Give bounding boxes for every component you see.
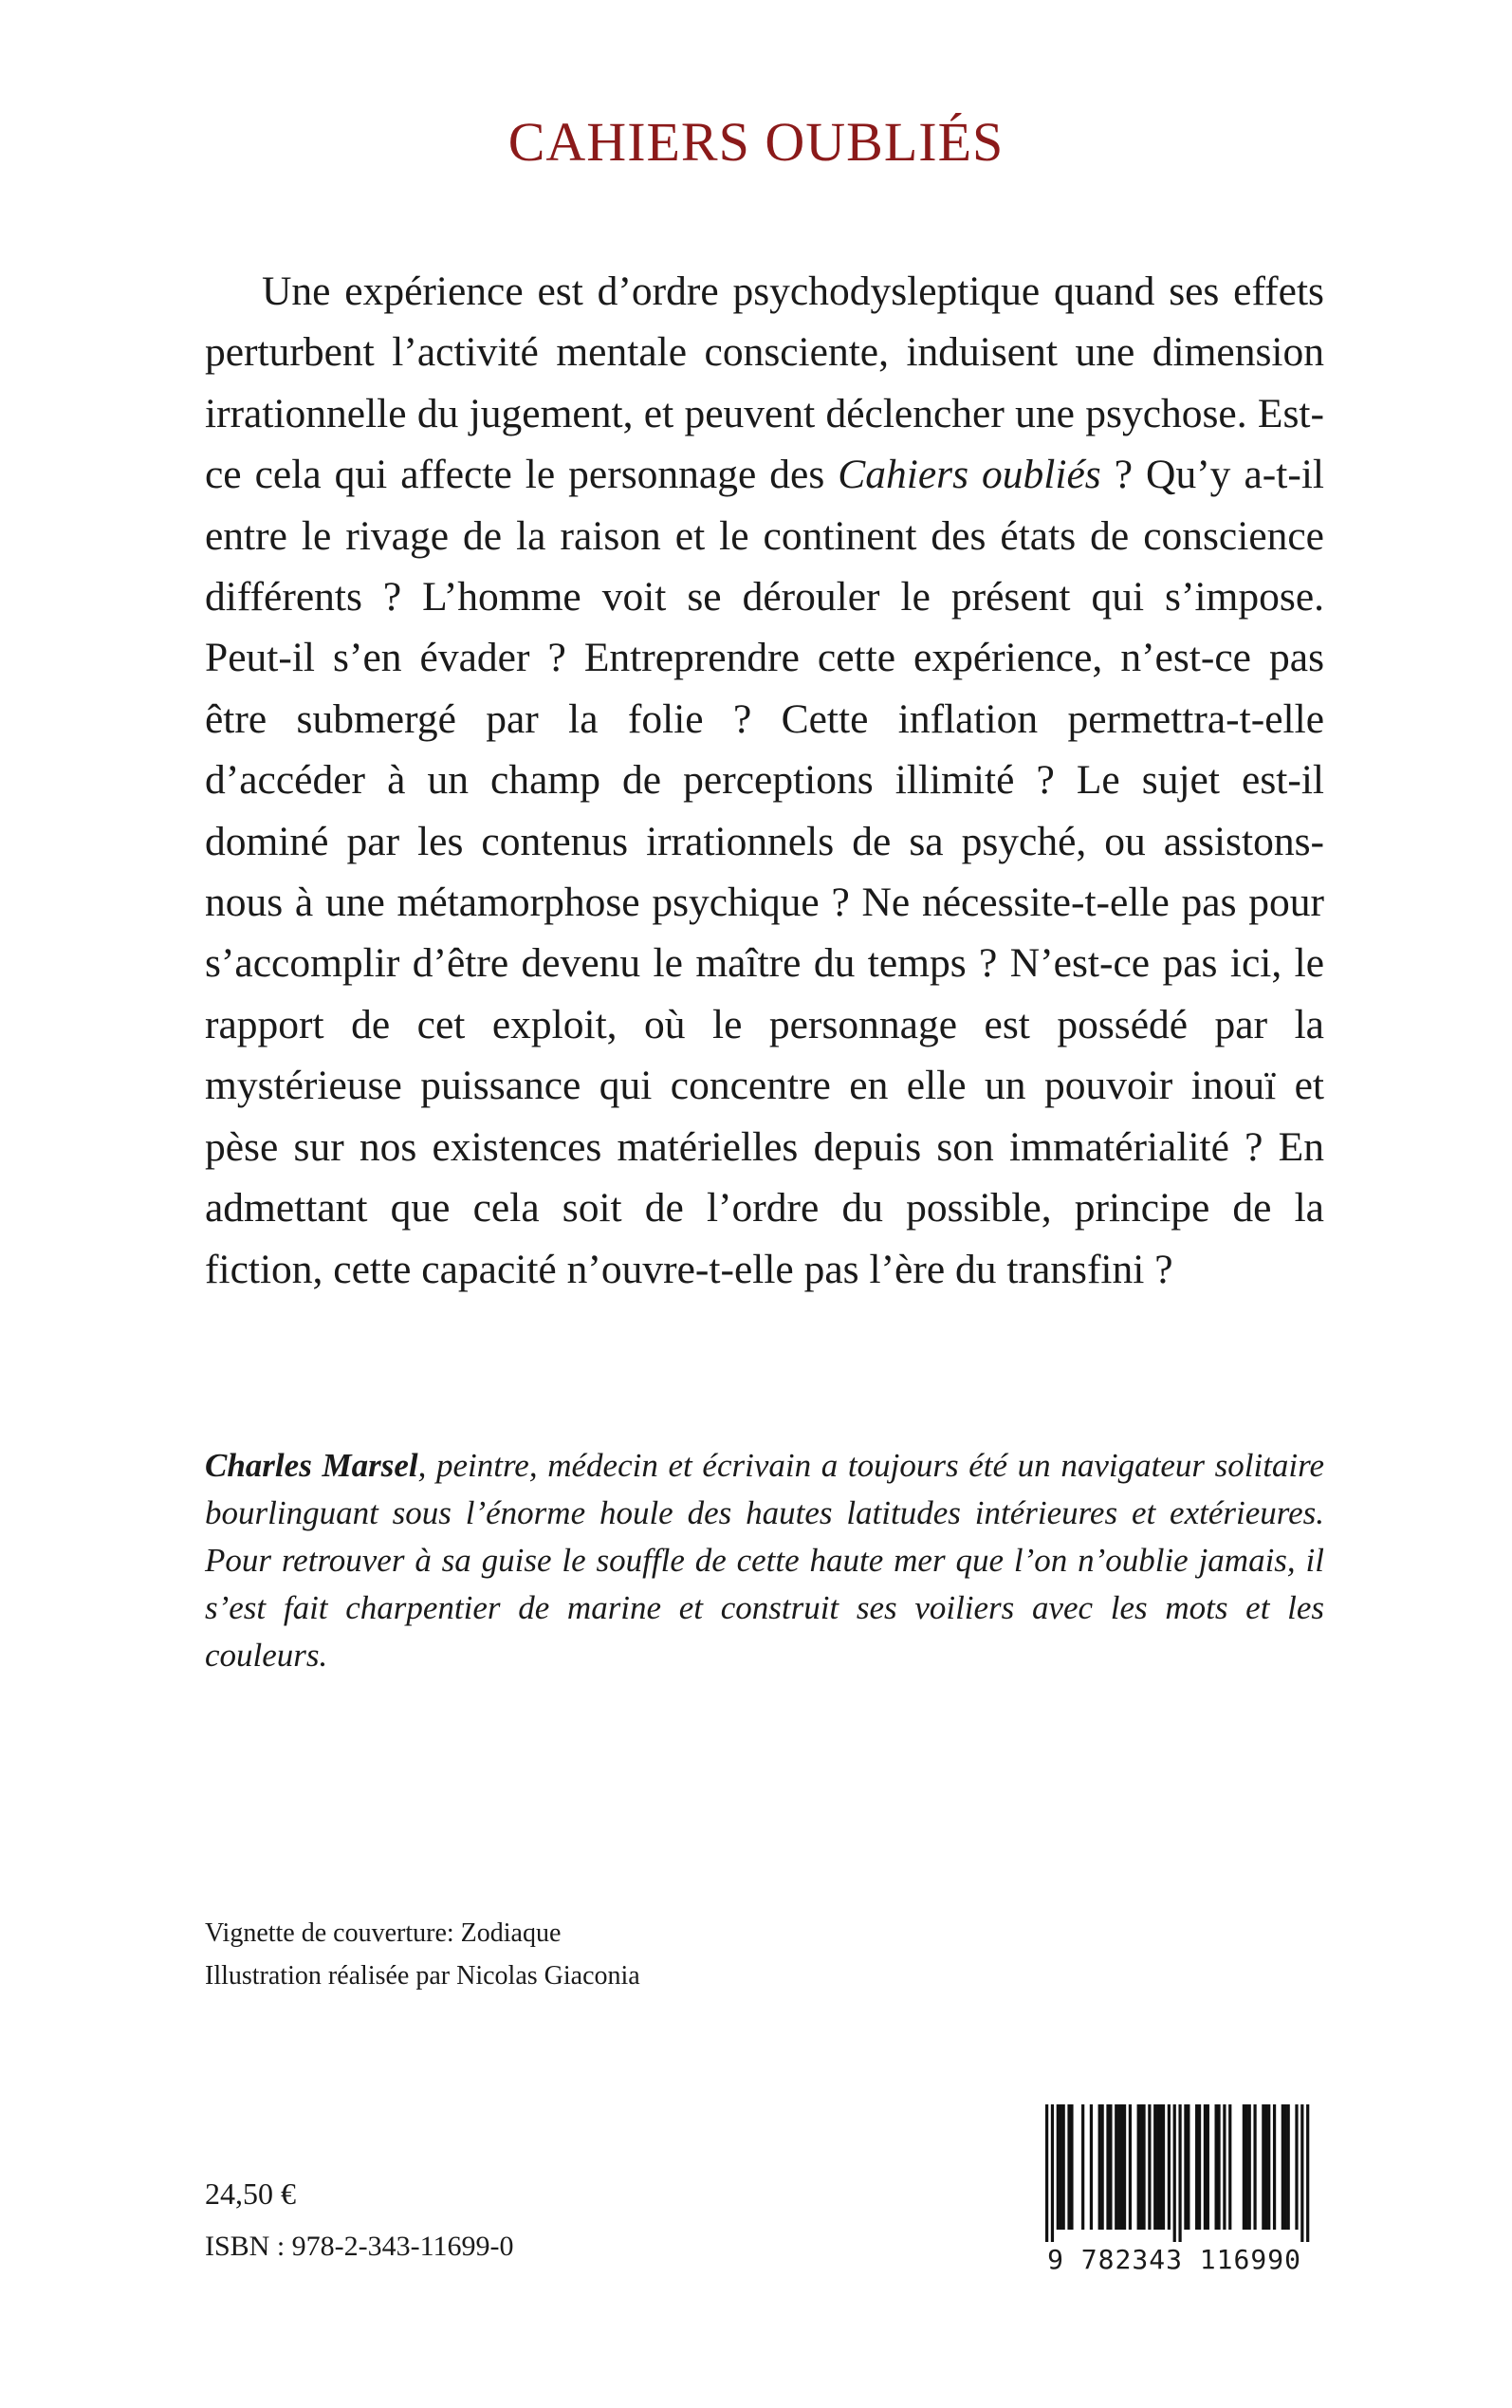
barcode-bar bbox=[1223, 2104, 1226, 2230]
barcode-bar bbox=[1300, 2104, 1303, 2242]
barcode-bar bbox=[1178, 2104, 1181, 2242]
price: 24,50 € bbox=[205, 2176, 296, 2211]
barcode-bar bbox=[1159, 2104, 1162, 2230]
synopsis-paragraph bbox=[205, 261, 1324, 1300]
illustration-credit: Illustration réalisée par Nicolas Giaconia bbox=[205, 1961, 640, 1991]
author-bio-text: , peintre, médecin et écrivain a toujours été un navigateur solitaire bourlinguant sous l’énorme houle des hautes latitudes intérieures et extérieures. Pour retrouver à sa guise le souffle de cette haute mer que l’on n’oublie jamais, il s’est fait charpentier de marine et construit ses voiliers avec les mots et les couleurs. bbox=[205, 1447, 1324, 1674]
barcode-bar bbox=[1045, 2104, 1048, 2242]
barcode-bar bbox=[1101, 2104, 1104, 2230]
barcode-bar bbox=[1137, 2104, 1140, 2230]
synopsis-text-part1: Une expérience est d’ordre psychodysleptique quand ses effets perturbent l’activité mentale consciente, induisent une dimension irrationnelle du jugement, et peuvent déclencher une psychose. Est-ce cela qui affecte le personnage des bbox=[205, 269, 1324, 498]
synopsis-text-part2: ? Qu’y a-t-il entre le rivage de la raison et le continent des états de conscience différents ? L’homme voit se dérouler le présent qui s’impose. Peut-il s’en évader ? Entreprendre cette expérience, n’est-ce pas être submergé par la folie ? Cette inflation permettra-t-elle d’accéder à un champ de perceptions illimité ? Le sujet est-il dominé par les contenus irrationnels de sa psyché, ou assistons-nous à une métamorphose psychique ? Ne nécessite-t-elle pas pour s’accomplir d’être devenu le maître du temps ? N’est-ce pas ici, le rapport de cet exploit, où le personnage est possédé par la mystérieuse puissance qui concentre en elle un pouvoir inouï et pèse sur nos existences matérielles depuis son immatérialité ? En admettant que cela soit de l’ordre du possible, principe de la fiction, cette capacité n’ouvre-t-elle pas l’ère du transfini ? bbox=[205, 452, 1324, 1292]
barcode-bar bbox=[1120, 2104, 1123, 2230]
barcode-bar bbox=[1168, 2104, 1171, 2230]
credits bbox=[205, 1912, 640, 1997]
barcode-bar bbox=[1123, 2104, 1126, 2230]
barcode-bar bbox=[1117, 2104, 1120, 2230]
barcode-bar bbox=[1173, 2104, 1176, 2242]
barcode-bar bbox=[1243, 2104, 1245, 2230]
barcode-bar bbox=[1267, 2104, 1270, 2230]
barcode-bar bbox=[1156, 2104, 1159, 2230]
barcode bbox=[1032, 2104, 1317, 2279]
barcode-digits: 9 782343 116990 bbox=[1047, 2244, 1301, 2275]
barcode-bar bbox=[1204, 2104, 1207, 2230]
barcode-bar bbox=[1198, 2104, 1201, 2230]
barcode-bar bbox=[1090, 2104, 1093, 2230]
barcode-bar bbox=[1248, 2104, 1251, 2230]
barcode-bar bbox=[1284, 2104, 1287, 2230]
barcode-bar bbox=[1070, 2104, 1073, 2230]
barcode-bar bbox=[1184, 2104, 1187, 2230]
barcode-bar bbox=[1109, 2104, 1112, 2230]
barcode-bar bbox=[1228, 2104, 1231, 2230]
barcode-bar bbox=[1139, 2104, 1142, 2230]
author-bio bbox=[205, 1442, 1324, 1679]
barcode-bar bbox=[1306, 2104, 1309, 2242]
book-title: CAHIERS OUBLIÉS bbox=[507, 111, 1005, 173]
cover-vignette-credit: Vignette de couverture: Zodiaque bbox=[205, 1918, 562, 1948]
barcode-bar bbox=[1162, 2104, 1165, 2230]
author-name: Charles Marsel bbox=[205, 1447, 418, 1484]
barcode-bar bbox=[1060, 2104, 1062, 2230]
barcode-bars-icon bbox=[1032, 2104, 1317, 2242]
barcode-bar bbox=[1273, 2104, 1276, 2230]
barcode-bar bbox=[1142, 2104, 1145, 2230]
barcode-bar bbox=[1282, 2104, 1284, 2230]
synopsis-book-title: Cahiers oubliés bbox=[838, 452, 1101, 498]
barcode-bar bbox=[1062, 2104, 1065, 2230]
barcode-bar bbox=[1253, 2104, 1256, 2230]
barcode-bar bbox=[1217, 2104, 1220, 2230]
barcode-bar bbox=[1148, 2104, 1151, 2230]
barcode-bar bbox=[1051, 2104, 1054, 2242]
barcode-bar bbox=[1115, 2104, 1117, 2230]
barcode-bar bbox=[1081, 2104, 1084, 2230]
barcode-bar bbox=[1153, 2104, 1156, 2230]
barcode-bar bbox=[1215, 2104, 1218, 2230]
barcode-bar bbox=[1057, 2104, 1060, 2230]
barcode-bar bbox=[1129, 2104, 1132, 2230]
barcode-bar bbox=[1207, 2104, 1209, 2230]
barcode-bar bbox=[1262, 2104, 1264, 2230]
barcode-bar bbox=[1106, 2104, 1109, 2230]
barcode-bar bbox=[1245, 2104, 1248, 2230]
barcode-bar bbox=[1067, 2104, 1070, 2230]
barcode-bar bbox=[1195, 2104, 1198, 2230]
isbn: ISBN : 978-2-343-11699-0 bbox=[205, 2231, 514, 2262]
barcode-bar bbox=[1187, 2104, 1189, 2230]
barcode-bar bbox=[1287, 2104, 1290, 2230]
barcode-bar bbox=[1098, 2104, 1101, 2230]
barcode-bar bbox=[1295, 2104, 1298, 2230]
barcode-bar bbox=[1264, 2104, 1267, 2230]
